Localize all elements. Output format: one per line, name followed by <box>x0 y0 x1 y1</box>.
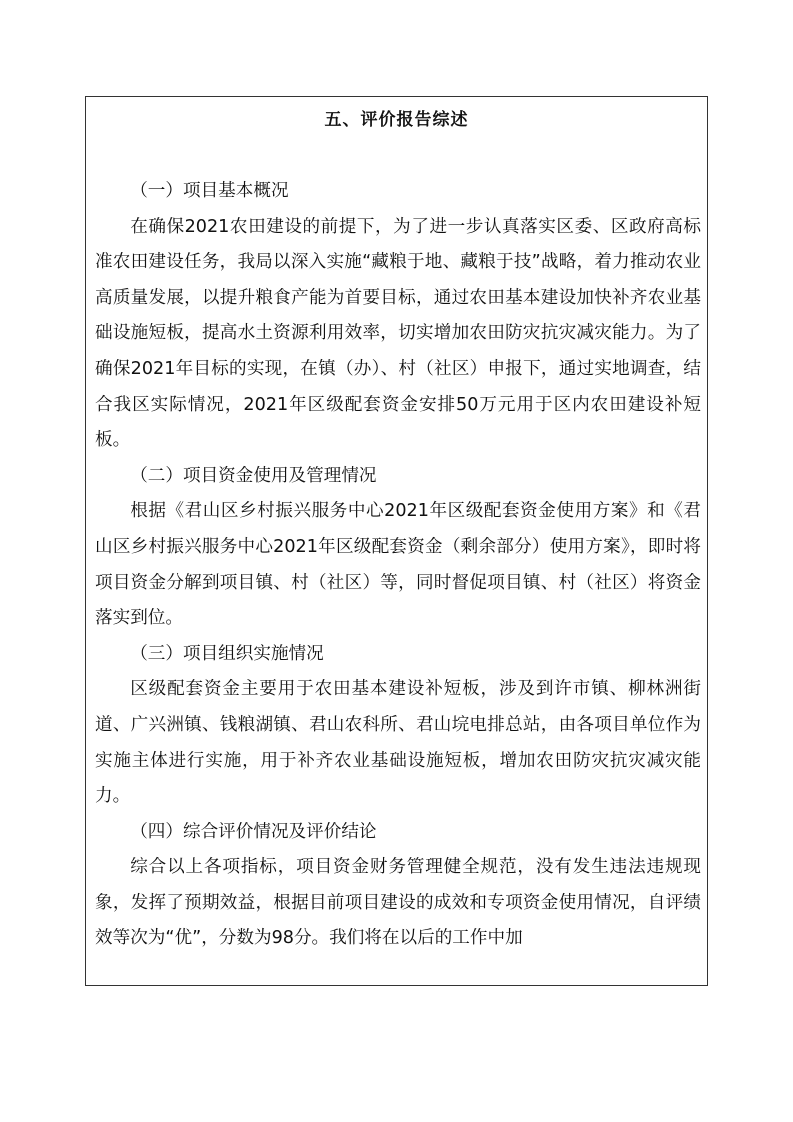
section-2-paragraph: 根据《君山区乡村振兴服务中心2021年区级配套资金使用方案》和《君山区乡村振兴服务中心2021年区级配套资金（剩余部分）使用方案》，即时将项目资金分解到项目镇、村（社区）等，同时督促项目镇、村（社区）将资金落实到位。 <box>95 501 701 629</box>
section-1-heading: （一）项目基本概况 <box>130 181 289 201</box>
report-frame <box>85 96 708 986</box>
section-4-heading: （四）综合评价情况及评价结论 <box>130 821 377 842</box>
report-content <box>95 174 701 957</box>
section-2-heading: （二）项目资金使用及管理情况 <box>130 465 377 486</box>
section-3-heading: （三）项目组织实施情况 <box>130 643 324 664</box>
section-title: 五、评价报告综述 <box>324 110 469 130</box>
section-1-paragraph: 在确保2021农田建设的前提下，为了进一步认真落实区委、区政府高标准农田建设任务，我局以深入实施“藏粮于地、藏粮于技”战略，着力推动农业高质量发展，以提升粮食产能为首要目标，通过农田基本建设加快补齐农业基础设施短板，提高水土资源利用效率，切实增加农田防灾抗灾减灾能力。为了确保2021年目标的实现，在镇（办）、村（社区）申报下，通过实地调查，结合我区实际情况，2021年区级配套资金安排50万元用于区内农田建设补短板。 <box>95 216 701 451</box>
section-3-paragraph: 区级配套资金主要用于农田基本建设补短板，涉及到许市镇、柳林洲街道、广兴洲镇、钱粮湖镇、君山农科所、君山垸电排总站，由各项目单位作为实施主体进行实施，用于补齐农业基础设施短板，增加农田防灾抗灾减灾能力。 <box>95 679 701 807</box>
section-4-paragraph: 综合以上各项指标，项目资金财务管理健全规范，没有发生违法违规现象，发挥了预期效益，根据目前项目建设的成效和专项资金使用情况，自评绩效等次为“优”，分数为98分。我们将在以后的工作中加 <box>95 857 701 949</box>
